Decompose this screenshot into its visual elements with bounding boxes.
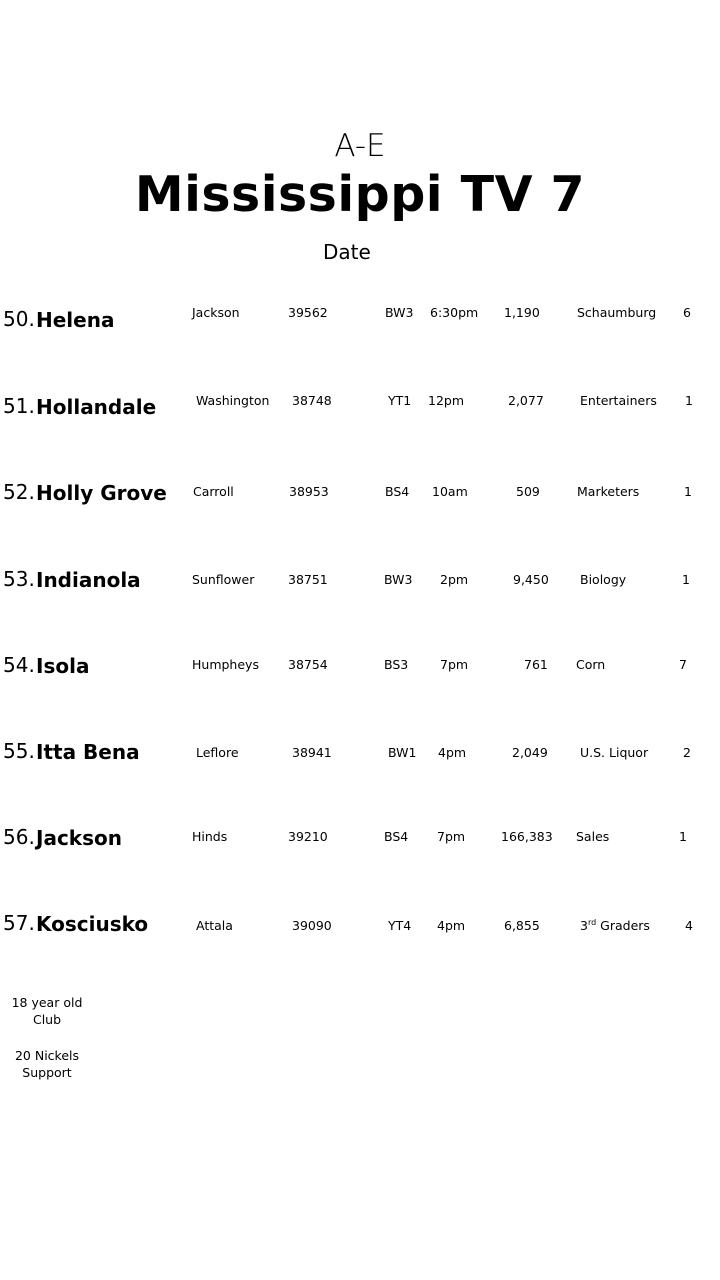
entry-time: 4pm xyxy=(438,745,467,760)
entry-group: Sales xyxy=(576,829,610,844)
entry-code: BS4 xyxy=(384,829,409,844)
entry-city: Hollandale xyxy=(36,395,157,419)
list-item xyxy=(0,825,720,865)
entry-population: 6,855 xyxy=(504,918,540,933)
entry-population: 2,077 xyxy=(508,393,544,408)
entry-code: BS4 xyxy=(385,484,410,499)
entry-number: 55. xyxy=(3,739,35,763)
entry-group: Corn xyxy=(576,657,606,672)
entry-population: 166,383 xyxy=(501,829,553,844)
entry-zip: 39210 xyxy=(288,829,328,844)
entry-count: 2 xyxy=(683,745,691,760)
entry-zip: 39562 xyxy=(288,305,328,320)
entry-population: 2,049 xyxy=(512,745,548,760)
entry-count: 1 xyxy=(682,572,690,587)
entry-count: 1 xyxy=(685,393,693,408)
entry-population: 761 xyxy=(524,657,548,672)
entry-city: Holly Grove xyxy=(36,481,167,505)
entry-city: Kosciusko xyxy=(36,912,149,936)
entry-time: 4pm xyxy=(437,918,466,933)
entry-group-ordinal: rd xyxy=(587,918,597,927)
date-label: Date xyxy=(323,240,371,264)
entry-number: 54. xyxy=(3,653,35,677)
entry-zip: 38754 xyxy=(288,657,328,672)
entry-county: Humpheys xyxy=(192,657,259,672)
entry-number: 53. xyxy=(3,567,35,591)
note-support-line2: Support xyxy=(22,1065,72,1080)
entry-county: Sunflower xyxy=(192,572,255,587)
entry-group: Marketers xyxy=(577,484,640,499)
entry-number: 56. xyxy=(3,825,35,849)
list-item xyxy=(0,567,720,607)
page-subtitle: A-E xyxy=(334,128,386,164)
entry-count: 6 xyxy=(683,305,691,320)
entry-city: Itta Bena xyxy=(36,740,140,764)
entry-county: Washington xyxy=(196,393,270,408)
entry-population: 9,450 xyxy=(513,572,549,587)
entry-count: 1 xyxy=(684,484,692,499)
list-item xyxy=(0,739,720,779)
entry-zip: 38748 xyxy=(292,393,332,408)
entry-code: YT1 xyxy=(388,393,412,408)
note-support xyxy=(2,1047,92,1081)
entry-code: BS3 xyxy=(384,657,409,672)
entry-number: 52. xyxy=(3,480,35,504)
entry-time: 6:30pm xyxy=(430,305,479,320)
list-item xyxy=(0,394,720,434)
entry-group xyxy=(580,918,650,933)
entry-county: Carroll xyxy=(193,484,234,499)
entry-code: YT4 xyxy=(388,918,412,933)
entry-group: U.S. Liquor xyxy=(580,745,649,760)
entry-time: 12pm xyxy=(428,393,465,408)
entry-time: 10am xyxy=(432,484,468,499)
entry-zip: 38953 xyxy=(289,484,329,499)
entry-group-text: Graders xyxy=(596,918,650,933)
entry-count: 4 xyxy=(685,918,693,933)
page-title: Mississippi TV 7 xyxy=(134,166,586,223)
entry-city: Isola xyxy=(36,654,90,678)
entry-code: BW1 xyxy=(388,745,417,760)
note-support-line1: 20 Nickels xyxy=(14,1048,80,1063)
entry-count: 7 xyxy=(679,657,687,672)
entry-zip: 38941 xyxy=(292,745,332,760)
entry-population: 1,190 xyxy=(504,305,540,320)
entry-number: 51. xyxy=(3,394,35,418)
entry-group: Biology xyxy=(580,572,627,587)
list-item xyxy=(0,653,720,693)
note-club xyxy=(2,994,92,1028)
list-item xyxy=(0,911,720,951)
entry-time: 2pm xyxy=(440,572,469,587)
entry-count: 1 xyxy=(679,829,687,844)
entry-time: 7pm xyxy=(437,829,466,844)
entry-group-number: 3 xyxy=(580,918,588,933)
entry-group: Entertainers xyxy=(580,393,657,408)
entry-zip: 38751 xyxy=(288,572,328,587)
list-item xyxy=(0,480,720,520)
entry-county: Jackson xyxy=(192,305,240,320)
entry-number: 50. xyxy=(3,307,35,331)
entry-city: Jackson xyxy=(36,826,122,850)
entry-code: BW3 xyxy=(384,572,413,587)
entry-city: Helena xyxy=(36,308,115,332)
entry-county: Attala xyxy=(196,918,233,933)
entry-zip: 39090 xyxy=(292,918,332,933)
entry-time: 7pm xyxy=(440,657,469,672)
note-club-line2: Club xyxy=(32,1012,62,1027)
entry-population: 509 xyxy=(516,484,540,499)
entry-city: Indianola xyxy=(36,568,141,592)
entry-code: BW3 xyxy=(385,305,414,320)
entry-group: Schaumburg xyxy=(577,305,657,320)
list-item xyxy=(0,307,720,347)
entry-number: 57. xyxy=(3,911,35,935)
entry-county: Hinds xyxy=(192,829,228,844)
entry-county: Leflore xyxy=(196,745,239,760)
note-club-line1: 18 year old xyxy=(11,995,83,1010)
